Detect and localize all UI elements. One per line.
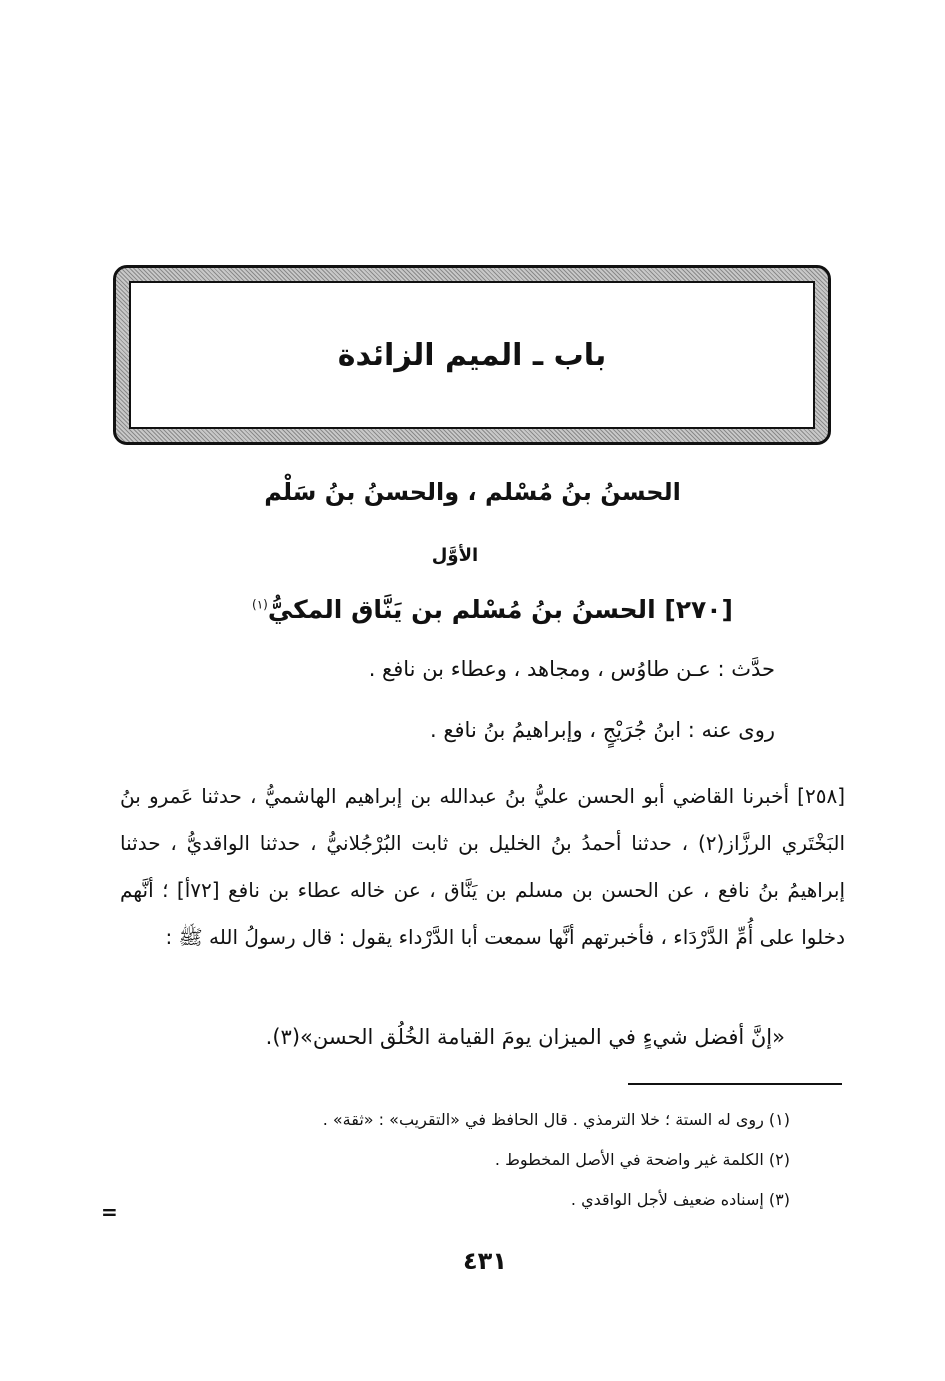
footnote-1: (١) روى له الستة ؛ خلا الترمذي . قال الحافظ في «التقريب» : «ثقة» .: [322, 1110, 790, 1129]
heard-from-line: حدَّث : عـن طاوُس ، ومجاهد ، وعطاء بن نافع .: [368, 657, 775, 681]
hadith-quote: «إنَّ أفضل شيءٍ في الميزان يومَ القيامة الخُلُق الحسن»(٣).: [265, 1025, 785, 1049]
entry-heading: [220, 595, 765, 624]
page-number: ٤٣١: [463, 1247, 507, 1275]
chapter-title-box: [129, 281, 815, 429]
footnote-ref-1: (١): [252, 597, 268, 612]
footnote-3: (٣) إسناده ضعيف لأجل الواقدي .: [570, 1190, 790, 1209]
chapter-title: باب ـ الميم الزائدة: [337, 337, 607, 373]
names-heading: الحسنُ بنُ مُسْلم ، والحسنُ بنُ سَلْم: [264, 478, 681, 506]
first-label: الأوَّل: [431, 545, 479, 566]
footnote-2: (٢) الكلمة غير واضحة في الأصل المخطوط .: [494, 1150, 790, 1169]
narrated-by-line: روى عنه : ابنُ جُرَيْجٍ ، وإبراهيمُ بنُ نافع .: [429, 718, 775, 742]
entry-heading-text: [٢٧٠] الحسنُ بنُ مُسْلم بن يَنَّاق المكيُّ: [267, 595, 733, 624]
footnote-divider: [628, 1083, 842, 1085]
continuation-mark: =: [101, 1200, 118, 1224]
hadith-text: [٢٥٨] أخبرنا القاضي أبو الحسن عليُّ بنُ عبدالله بن إبراهيم الهاشميُّ ، حدثنا عَمرو بنُ البَخْتَري الرزَّاز(٢) ، حدثنا أحمدُ بنُ الخليل بن ثابت البُرْجُلانيُّ ، حدثنا الواقديُّ ، حدثنا إبراهيمُ بنُ نافع ، عن الحسن بن مسلم بن يَنَّاق ، عن خاله عطاء بن نافع [٧٢أ] ؛ أنَّهم دخلوا على أُمِّ الدَّرْدَاء ، فأخبرتهم أنَّها سمعت أبا الدَّرْداء يقول : قال رسولُ الله ﷺ :: [120, 784, 845, 949]
chapter-title-frame: [113, 265, 831, 445]
footnotes-list: [323, 1105, 790, 1225]
